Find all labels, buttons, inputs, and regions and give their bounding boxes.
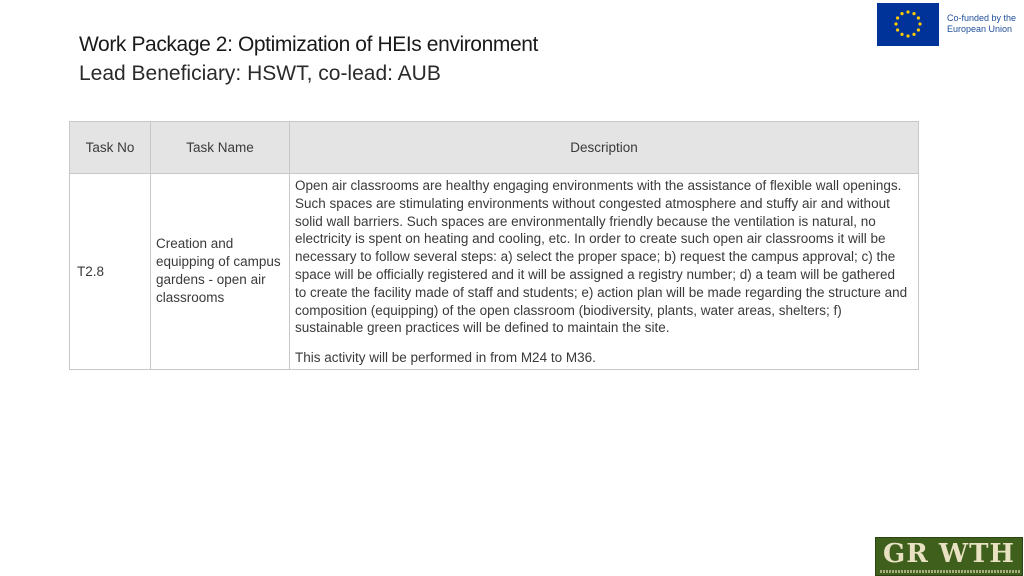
growth-logo [875,537,1023,576]
page-title: Work Package 2: Optimization of HEIs environment [79,33,538,56]
cell-description [290,174,919,370]
cell-task-name: Creation and equipping of campus gardens - open air classrooms [151,174,290,370]
eu-flag-icon [877,3,939,46]
eu-logo-line2: European Union [947,24,1013,34]
growth-logo-tagline [880,570,1020,573]
table-row [70,174,919,370]
table-header-row [70,122,919,174]
growth-logo-word: GR WTH [883,539,1015,569]
description-paragraph-2: This activity will be performed in from M24 to M36. [295,350,596,366]
eu-logo-text [947,13,1024,35]
description-paragraph-1: Open air classrooms are healthy engaging environments with the assistance of flexible wall openings. Such spaces are stimulating environments without congested atmosphere and stuffy air and without solid wall barriers. Such spaces are environmentally friendly because the ventilation is natural, no electricity is spent on heating and cooling, etc. In order to create such open air classrooms it will be necessary to follow several steps: a) select the proper space; b) request the campus approval; c) the space will be officially registered and it will be assigned a registry number; d) a team will be gathered to create the facility made of staff and students; e) action plan will be made regarding the structure and composition (equipping) of the open classroom (biodiversity, plants, water areas, shelters; f) sustainable green practices will be defined to maintain the site. [295,178,908,336]
eu-logo-line1: Co-funded by the [947,13,1017,23]
header-task-no: Task No [70,122,151,174]
header-description: Description [290,122,919,174]
task-table [69,121,919,370]
page-subtitle: Lead Beneficiary: HSWT, co-lead: AUB [79,62,441,85]
header-task-name: Task Name [151,122,290,174]
eu-cofunded-logo [877,3,1017,47]
cell-task-no: T2.8 [70,174,151,370]
eu-flag-background [877,3,939,46]
